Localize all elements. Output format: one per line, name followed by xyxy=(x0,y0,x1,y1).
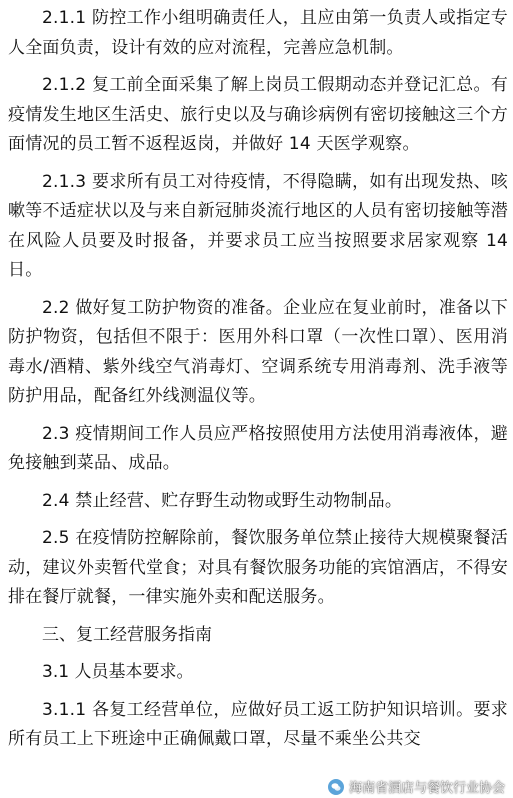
paragraph-2-1-3: 2.1.3 要求所有员工对待疫情，不得隐瞒，如有出现发热、咳嗽等不适症状以及与来自新冠肺炎流行地区的人员有密切接触等潜在风险人员要及时报备，并要求员工应当按照要求居家观察 14 日。 xyxy=(8,171,508,280)
paragraph-2-5: 2.5 在疫情防控解除前，餐饮服务单位禁止接待大规模聚餐活动，建议外卖暂代堂食；对具有餐饮服务功能的宾馆酒店，不得安排在餐厅就餐，一律实施外卖和配送服务。 xyxy=(8,528,508,607)
watermark xyxy=(327,777,505,796)
wechat-bubble-icon xyxy=(327,778,345,796)
section-heading: 三、复工经营服务指南 xyxy=(42,624,212,645)
paragraph-2-3: 2.3 疫情期间工作人员应严格按照使用方法使用消毒液体，避免接触到菜品、成品。 xyxy=(8,423,508,473)
paragraph-2-2: 2.2 做好复工防护物资的准备。企业应在复业前时，准备以下防护物资，包括但不限于：医用外科口罩（一次性口罩）、医用消毒水/酒精、紫外线空气消毒灯、空调系统专用消毒剂、洗手液等防护用品，配备红外线测温仪等。 xyxy=(8,297,508,406)
watermark-text: 海南省酒店与餐饮行业协会 xyxy=(348,781,505,796)
paragraph-3-1-1: 3.1.1 各复工经营单位，应做好员工返工防护知识培训。要求所有员工上下班途中正确佩戴口罩，尽量不乘坐公共交 xyxy=(8,699,508,749)
paragraph-2-1-1: 2.1.1 防控工作小组明确责任人，且应由第一负责人或指定专人全面负责，设计有效的应对流程，完善应急机制。 xyxy=(8,8,508,58)
subheading-3-1: 3.1 人员基本要求。 xyxy=(42,662,194,682)
paragraph-2-4: 2.4 禁止经营、贮存野生动物或野生动物制品。 xyxy=(42,490,403,511)
paragraph-2-1-2: 2.1.2 复工前全面采集了解上岗员工假期动态并登记汇总。有疫情发生地区生活史、旅行史以及与确诊病例有密切接触这三个方面情况的员工暂不返程返岗，并做好 14 天医学观察。 xyxy=(8,75,508,154)
document-body xyxy=(8,4,508,763)
